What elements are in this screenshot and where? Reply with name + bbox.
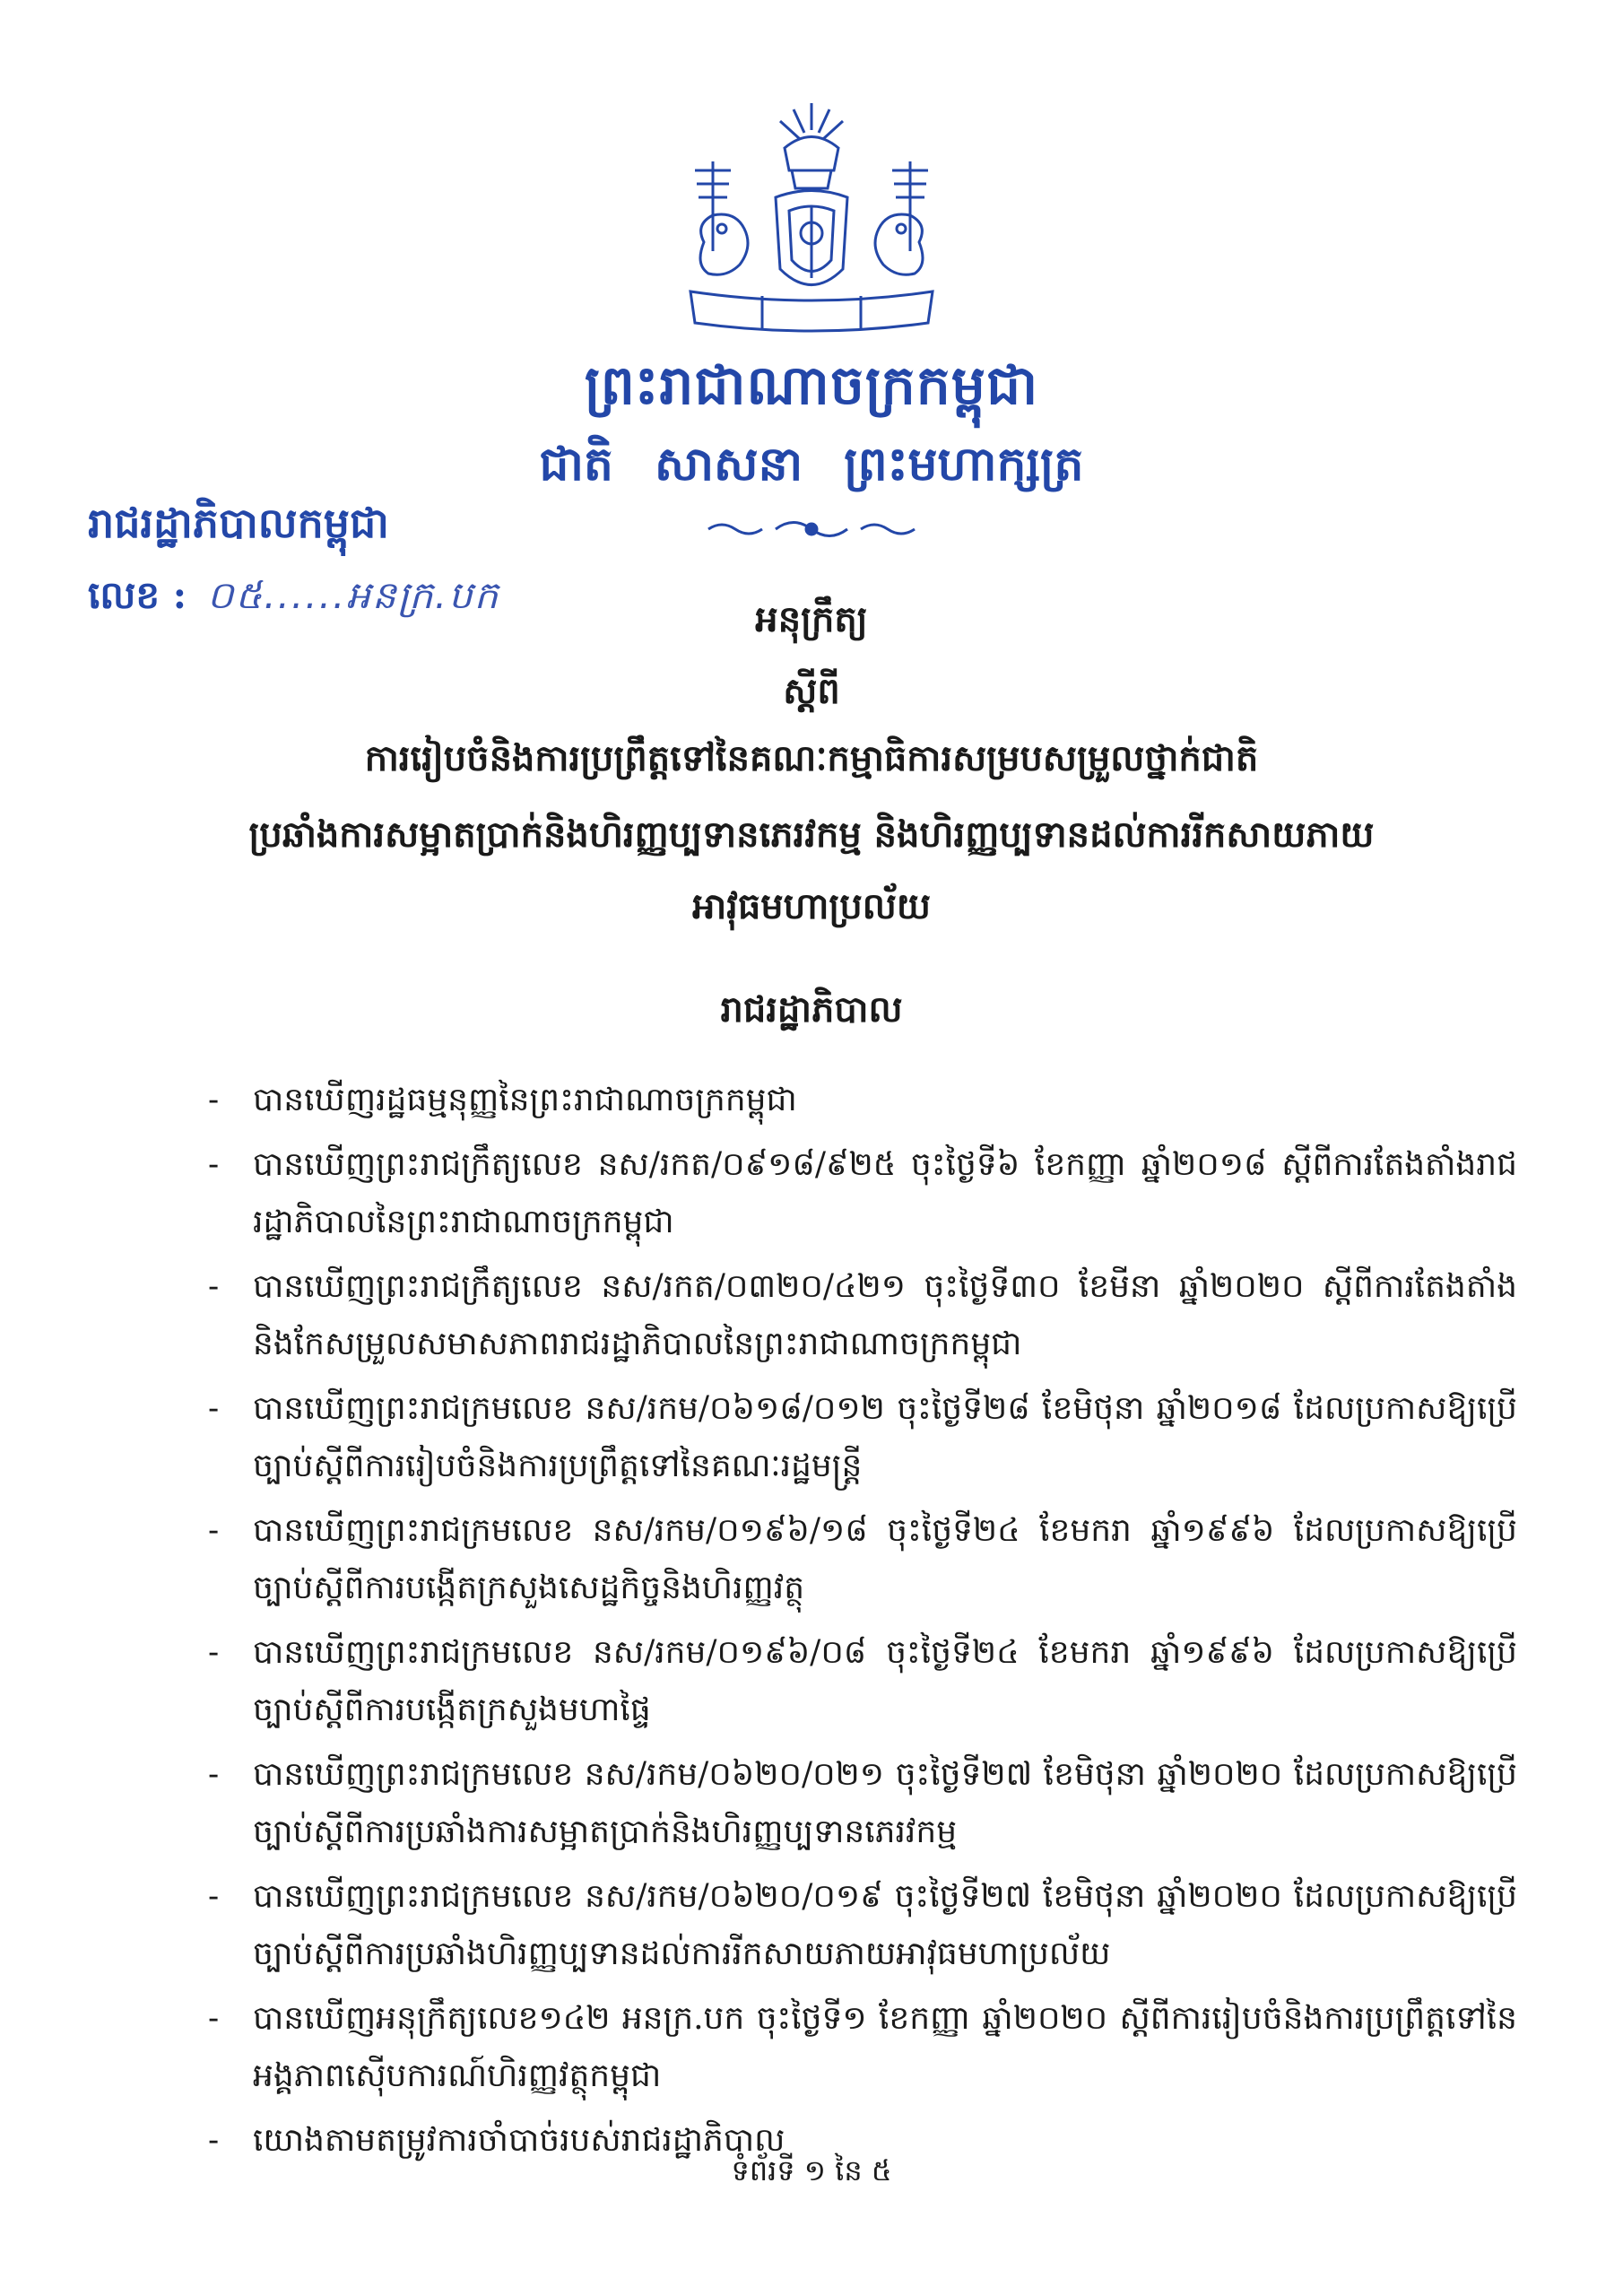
dash-bullet: - [208, 1512, 220, 1549]
visa-text: បានឃើញរដ្ឋធម្មនុញ្ញនៃព្រះរាជាណាចក្រកម្ពុជា [253, 1082, 797, 1118]
issuer-name: រាជរដ្ឋាភិបាលកម្ពុជា [88, 499, 389, 547]
visa-list [208, 1072, 1517, 2177]
kingdom-heading: ព្រះរាជាណាចក្រកម្ពុជា [584, 354, 1039, 417]
visa-text: បានឃើញព្រះរាជក្រមលេខ នស/រកម/០៦២០/០២១ ចុះថ្ងៃទី២៧ ខែមិថុនា ឆ្នាំ២០២០ ដែលប្រកាសឱ្យប្រើច្បាប់ស្តីពីការប្រឆាំងការសម្អាតប្រាក់និងហិរញ្ញប្បទានភេរវកម្ម [253, 1756, 1517, 1850]
about-label: ស្តីពី [783, 670, 840, 712]
page-number: ទំព័រទី ១ នៃ ៥ [731, 2153, 892, 2187]
visa-text: បានឃើញអនុក្រឹត្យលេខ១៤២ អនក្រ.បក ចុះថ្ងៃទី១ ខែកញ្ញា ឆ្នាំ២០២០ ស្តីពីការរៀបចំនិងការប្រព្រឹត្តទៅនៃអង្គភាពស៊ើបការណ៍ហិរញ្ញវត្ថុកម្ពុជា [253, 2000, 1517, 2094]
dash-bullet: - [208, 2000, 220, 2037]
reference-label: លេខ : [88, 573, 200, 617]
reference-value: ០៥......អនក្រ.បក [206, 573, 500, 617]
subject-line-3: អាវុធមហាប្រល័យ [692, 885, 931, 927]
dash-bullet: - [208, 1082, 220, 1118]
list-item [208, 1380, 1517, 1495]
dash-bullet: - [208, 1878, 220, 1915]
visa-text: យោងតាមតម្រូវការចាំបាច់របស់រាជរដ្ឋាភិបាល [253, 2122, 785, 2159]
visa-text: បានឃើញព្រះរាជក្រមលេខ នស/រកម/០៦២០/០១៩ ចុះថ្ងៃទី២៧ ខែមិថុនា ឆ្នាំ២០២០ ដែលប្រកាសឱ្យប្រើច្បាប់ស្តីពីការប្រឆាំងហិរញ្ញប្បទានដល់ការរីកសាយភាយអាវុធមហាប្រល័យ [253, 1878, 1517, 1972]
visa-text: បានឃើញព្រះរាជក្រឹត្យលេខ នស/រកត/០៩១៨/៩២៥ ចុះថ្ងៃទី៦ ខែកញ្ញា ឆ្នាំ២០១៨ ស្តីពីការតែងតាំងរាជរដ្ឋាភិបាលនៃព្រះរាជាណាចក្រកម្ពុជា [253, 1146, 1517, 1240]
subject-line-1: ការរៀបចំនិងការប្រព្រឹត្តទៅនៃគណៈកម្មាធិការសម្របសម្រួលថ្នាក់ជាតិ [364, 737, 1259, 779]
subject-line-2: ប្រឆាំងការសម្អាតប្រាក់និងហិរញ្ញប្បទានភេរវកម្ម និងហិរញ្ញប្បទានដល់ការរីកសាយភាយ [248, 813, 1375, 856]
dash-bullet: - [208, 1756, 220, 1793]
visa-text: បានឃើញព្រះរាជក្រឹត្យលេខ នស/រកត/០៣២០/៤២១ ចុះថ្ងៃទី៣០ ខែមីនា ឆ្នាំ២០២០ ស្តីពីការតែងតាំង និងកែសម្រួលសមាសភាពរាជរដ្ឋាភិបាលនៃព្រះរាជាណាចក្រកម្ពុជា [253, 1268, 1517, 1362]
document-type: អនុក្រឹត្យ [755, 598, 868, 640]
list-item [208, 1072, 1517, 1129]
dash-bullet: - [208, 2122, 220, 2159]
royal-coat-of-arms-icon [677, 99, 946, 341]
authority-heading: រាជរដ្ឋាភិបាល [720, 988, 903, 1031]
list-item [208, 1624, 1517, 1739]
list-item [208, 1258, 1517, 1373]
dash-bullet: - [208, 1390, 220, 1427]
list-item [208, 1136, 1517, 1251]
dash-bullet: - [208, 1634, 220, 1671]
list-item [208, 1746, 1517, 1861]
list-item [208, 1502, 1517, 1617]
visa-text: បានឃើញព្រះរាជក្រមលេខ នស/រកម/០១៩៦/០៨ ចុះថ្ងៃទី២៤ ខែមករា ឆ្នាំ១៩៩៦ ដែលប្រកាសឱ្យប្រើច្បាប់ស្តីពីការបង្កើតក្រសួងមហាផ្ទៃ [253, 1634, 1517, 1728]
visa-text: បានឃើញព្រះរាជក្រមលេខ នស/រកម/០១៩៦/១៨ ចុះថ្ងៃទី២៤ ខែមករា ឆ្នាំ១៩៩៦ ដែលប្រកាសឱ្យប្រើច្បាប់ស្តីពីការបង្កើតក្រសួងសេដ្ឋកិច្ចនិងហិរញ្ញវត្ថុ [253, 1512, 1517, 1606]
national-motto: ជាតិ សាសនា ព្រះមហាក្សត្រ [539, 437, 1084, 491]
dash-bullet: - [208, 1268, 220, 1305]
dash-bullet: - [208, 1146, 220, 1183]
visa-text: បានឃើញព្រះរាជក្រមលេខ នស/រកម/០៦១៨/០១២ ចុះថ្ងៃទី២៨ ខែមិថុនា ឆ្នាំ២០១៨ ដែលប្រកាសឱ្យប្រើច្បាប់ស្តីពីការរៀបចំនិងការប្រព្រឹត្តទៅនៃគណៈរដ្ឋមន្ត្រី [253, 1390, 1517, 1484]
list-item [208, 1868, 1517, 1983]
list-item [208, 1990, 1517, 2105]
ornament-divider-icon [704, 516, 919, 543]
